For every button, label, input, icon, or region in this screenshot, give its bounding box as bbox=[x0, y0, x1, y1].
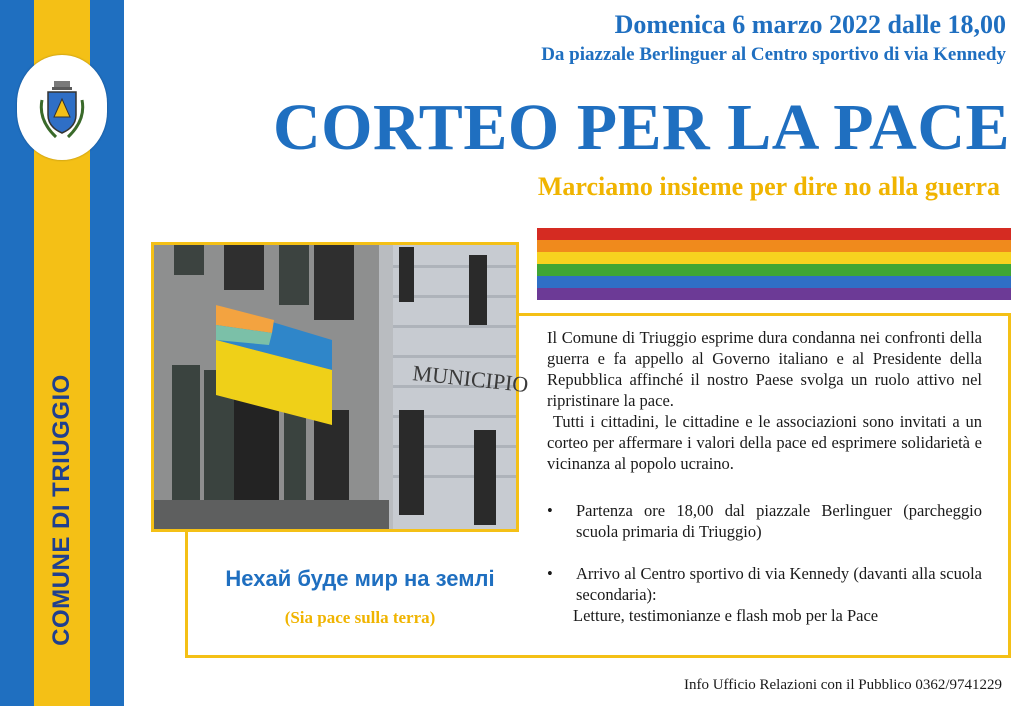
slogan-translation: (Sia pace sulla terra) bbox=[284, 608, 436, 627]
event-bullets bbox=[547, 500, 982, 647]
rainbow-stripe bbox=[537, 240, 1011, 252]
rainbow-stripe bbox=[537, 264, 1011, 276]
list-item bbox=[547, 563, 982, 605]
rainbow-flag-banner bbox=[537, 228, 1011, 300]
town-hall-photo bbox=[151, 242, 530, 532]
coat-of-arms-icon bbox=[32, 75, 92, 145]
event-date: Domenica 6 marzo 2022 dalle 18,00 bbox=[614, 10, 1006, 39]
bullet-marker: • bbox=[547, 564, 553, 583]
rainbow-stripe bbox=[537, 252, 1011, 264]
bullet-marker: • bbox=[547, 501, 553, 520]
event-route: Da piazzale Berlinguer al Centro sportivo di via Kennedy bbox=[541, 44, 1006, 65]
coat-of-arms-logo bbox=[17, 55, 107, 160]
bullet-text: Arrivo al Centro sportivo di via Kennedy (davanti alla scuola secondaria): bbox=[576, 564, 982, 604]
building-sign: MUNICIPIO bbox=[411, 360, 530, 398]
rainbow-stripe bbox=[537, 276, 1011, 288]
program-line: Letture, testimonianze e flash mob per la Pace bbox=[573, 606, 879, 625]
body-text bbox=[547, 327, 987, 474]
sidebar-municipality-label: COMUNE DI TRIUGGIO bbox=[48, 374, 75, 646]
footer-contact: Info Ufficio Relazioni con il Pubblico 0362/9741229 bbox=[683, 677, 1002, 693]
page-subtitle: Marciamo insieme per dire no alla guerra bbox=[537, 172, 1000, 201]
body-paragraph-1: Il Comune di Triuggio esprime dura condanna nei confronti della guerra e fa appello al Governo italiano e al Presidente della Repubblica affinché il nostro Paese svolga un ruolo attivo nel ripristinare la pace. bbox=[547, 328, 982, 410]
list-item bbox=[547, 500, 982, 542]
sidebar bbox=[0, 0, 124, 706]
ukrainian-slogan: Нехай буде мир на землі bbox=[225, 566, 495, 591]
rainbow-stripe bbox=[537, 228, 1011, 240]
bullet-text: Partenza ore 18,00 dal piazzale Berlinguer (parcheggio scuola primaria di Triuggio) bbox=[576, 501, 982, 541]
body-paragraph-2: Tutti i cittadini, le cittadine e le associazioni sono invitati a un corteo per affermare i valori della pace ed esprimere solidarietà e vicinanza al popolo ucraino. bbox=[547, 412, 987, 473]
rainbow-stripe bbox=[537, 288, 1011, 300]
page-title: CORTEO PER LA PACE bbox=[272, 91, 1010, 164]
